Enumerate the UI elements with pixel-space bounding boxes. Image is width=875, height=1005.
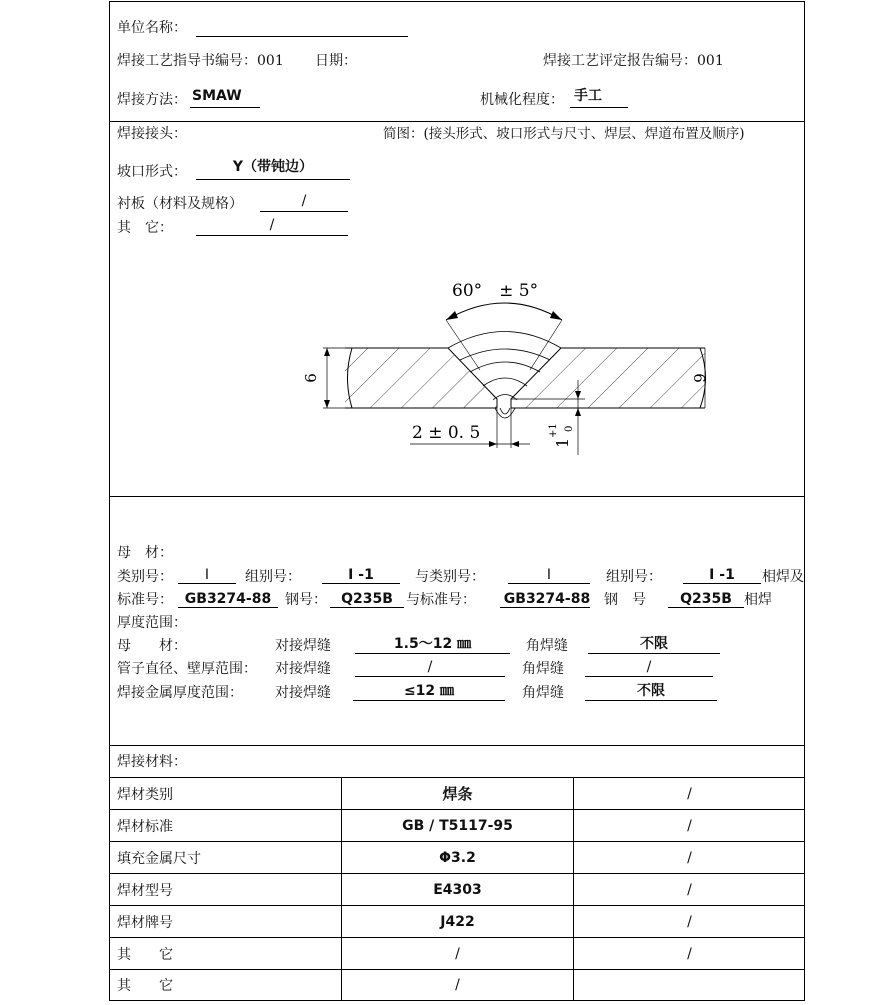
with-group-value: I -1 [709,567,735,583]
date-label: 日期： [315,53,357,69]
unit-name-label: 单位名称： [117,20,187,36]
butt-weld-underline [355,653,510,654]
steel-label: 钢号： [285,592,327,608]
other-label: 其 它： [117,220,173,236]
row-value-2 [573,969,805,1000]
mechanization-label: 机械化程度： [480,92,564,108]
range-row-label: 管子直径、壁厚范围： [117,661,257,677]
row-value-2: / [573,841,805,873]
weld-each-text-2: 相焊 [744,592,772,608]
butt-weld-label: 对接焊缝 [275,685,331,701]
root-face-tolerance-plus: +1 [548,423,559,438]
butt-weld-label: 对接焊缝 [275,661,331,677]
row-value-2: / [573,937,805,969]
with-type-label: 与类别号： [415,569,485,585]
fillet-weld-label: 角焊缝 [522,661,564,677]
std-label: 标准号： [117,592,173,608]
row-value-1: Φ3.2 [341,841,573,873]
with-group-label: 组别号： [606,569,662,585]
weld-each-text: 相焊及 [762,569,804,585]
with-steel-label: 钢 号 [604,592,646,608]
root-face-tolerance-minus: 0 [564,425,575,432]
groove-form-value: Y（带钝边） [232,159,314,175]
fillet-weld-value: 不限 [640,636,668,652]
row-label: 其 它 [109,969,341,1000]
row-value-2: / [573,777,805,809]
butt-weld-label: 对接焊缝 [275,638,331,654]
base-metal-title: 母 材： [117,545,173,561]
with-std-value: GB3274-88 [503,591,591,607]
materials-title: 焊接材料： [117,754,187,770]
row-value-2: / [573,905,805,937]
fillet-weld-underline [588,653,720,654]
row-label: 焊材型号 [109,873,341,905]
row-label: 其 它 [109,937,341,969]
root-face-dimension: 1 [553,437,572,448]
range-row-label: 焊接金属厚度范围： [117,685,243,701]
other-value: / [269,217,275,233]
left-plate [345,348,505,408]
mechanization-value: 手工 [574,88,602,104]
row-label: 焊材标准 [109,809,341,841]
row-value-1: / [341,969,573,1000]
group-label: 组别号： [245,569,301,585]
welding-method-label: 焊接方法： [117,92,187,108]
groove-form-label: 坡口形式： [117,164,187,180]
row-value-2: / [573,809,805,841]
steel-value: Q235B [341,591,393,607]
group-value: I -1 [348,567,374,583]
with-type-underline [508,583,590,584]
fillet-weld-label: 角焊缝 [522,685,564,701]
row-value-1: E4303 [341,873,573,905]
thickness-left: 6 [302,373,320,383]
type-underline [178,583,236,584]
row-value-1: / [341,937,573,969]
with-type-value: I [546,567,552,583]
backing-label: 衬板（材料及规格） [117,196,243,212]
fillet-weld-underline [585,700,717,701]
thickness-range-label: 厚度范围： [117,615,187,631]
with-steel-value: Q235B [680,591,732,607]
butt-weld-value: / [427,659,433,675]
row-value-2: / [573,873,805,905]
row-value-1: J422 [341,905,573,937]
fillet-weld-value: / [646,659,652,675]
with-steel-underline [668,607,744,608]
welding-method-value: SMAW [192,88,242,104]
type-value: I [204,567,210,583]
joint-title: 焊接接头： [117,126,187,142]
butt-weld-underline [353,700,505,701]
row-label: 焊材牌号 [109,905,341,937]
butt-weld-underline [355,676,505,677]
row-value-1: 焊条 [341,777,573,809]
sketch-label: 简图：(接头形式、坡口形式与尺寸、焊层、焊道布置及顺序) [383,126,745,142]
fillet-weld-underline [585,676,713,677]
butt-weld-value: ≤12 ㎜ [403,683,455,699]
row-value-1: GB / T5117-95 [341,809,573,841]
with-std-label: 与标准号： [406,592,476,608]
std-value: GB3274-88 [184,591,272,607]
group-underline [322,583,400,584]
steel-underline [330,607,404,608]
backing-value: / [301,193,307,209]
fillet-weld-label: 角焊缝 [526,638,568,654]
wps-number: 焊接工艺指导书编号：001 [117,53,284,69]
butt-weld-value: 1.5～12 ㎜ [393,636,472,652]
row-label: 填充金属尺寸 [109,841,341,873]
with-std-underline [500,607,590,608]
type-label: 类别号： [117,569,173,585]
gap-dimension: 2 ± 0. 5 [412,423,481,443]
std-underline [178,607,278,608]
fillet-weld-value: 不限 [637,683,665,699]
range-row-label: 母 材： [117,638,187,654]
thickness-right: 6 [690,373,708,383]
pqr-number: 焊接工艺评定报告编号：001 [543,53,724,69]
angle-dimension: 60° ± 5° [452,281,539,301]
row-label: 焊材类别 [109,777,341,809]
with-group-underline [683,583,761,584]
